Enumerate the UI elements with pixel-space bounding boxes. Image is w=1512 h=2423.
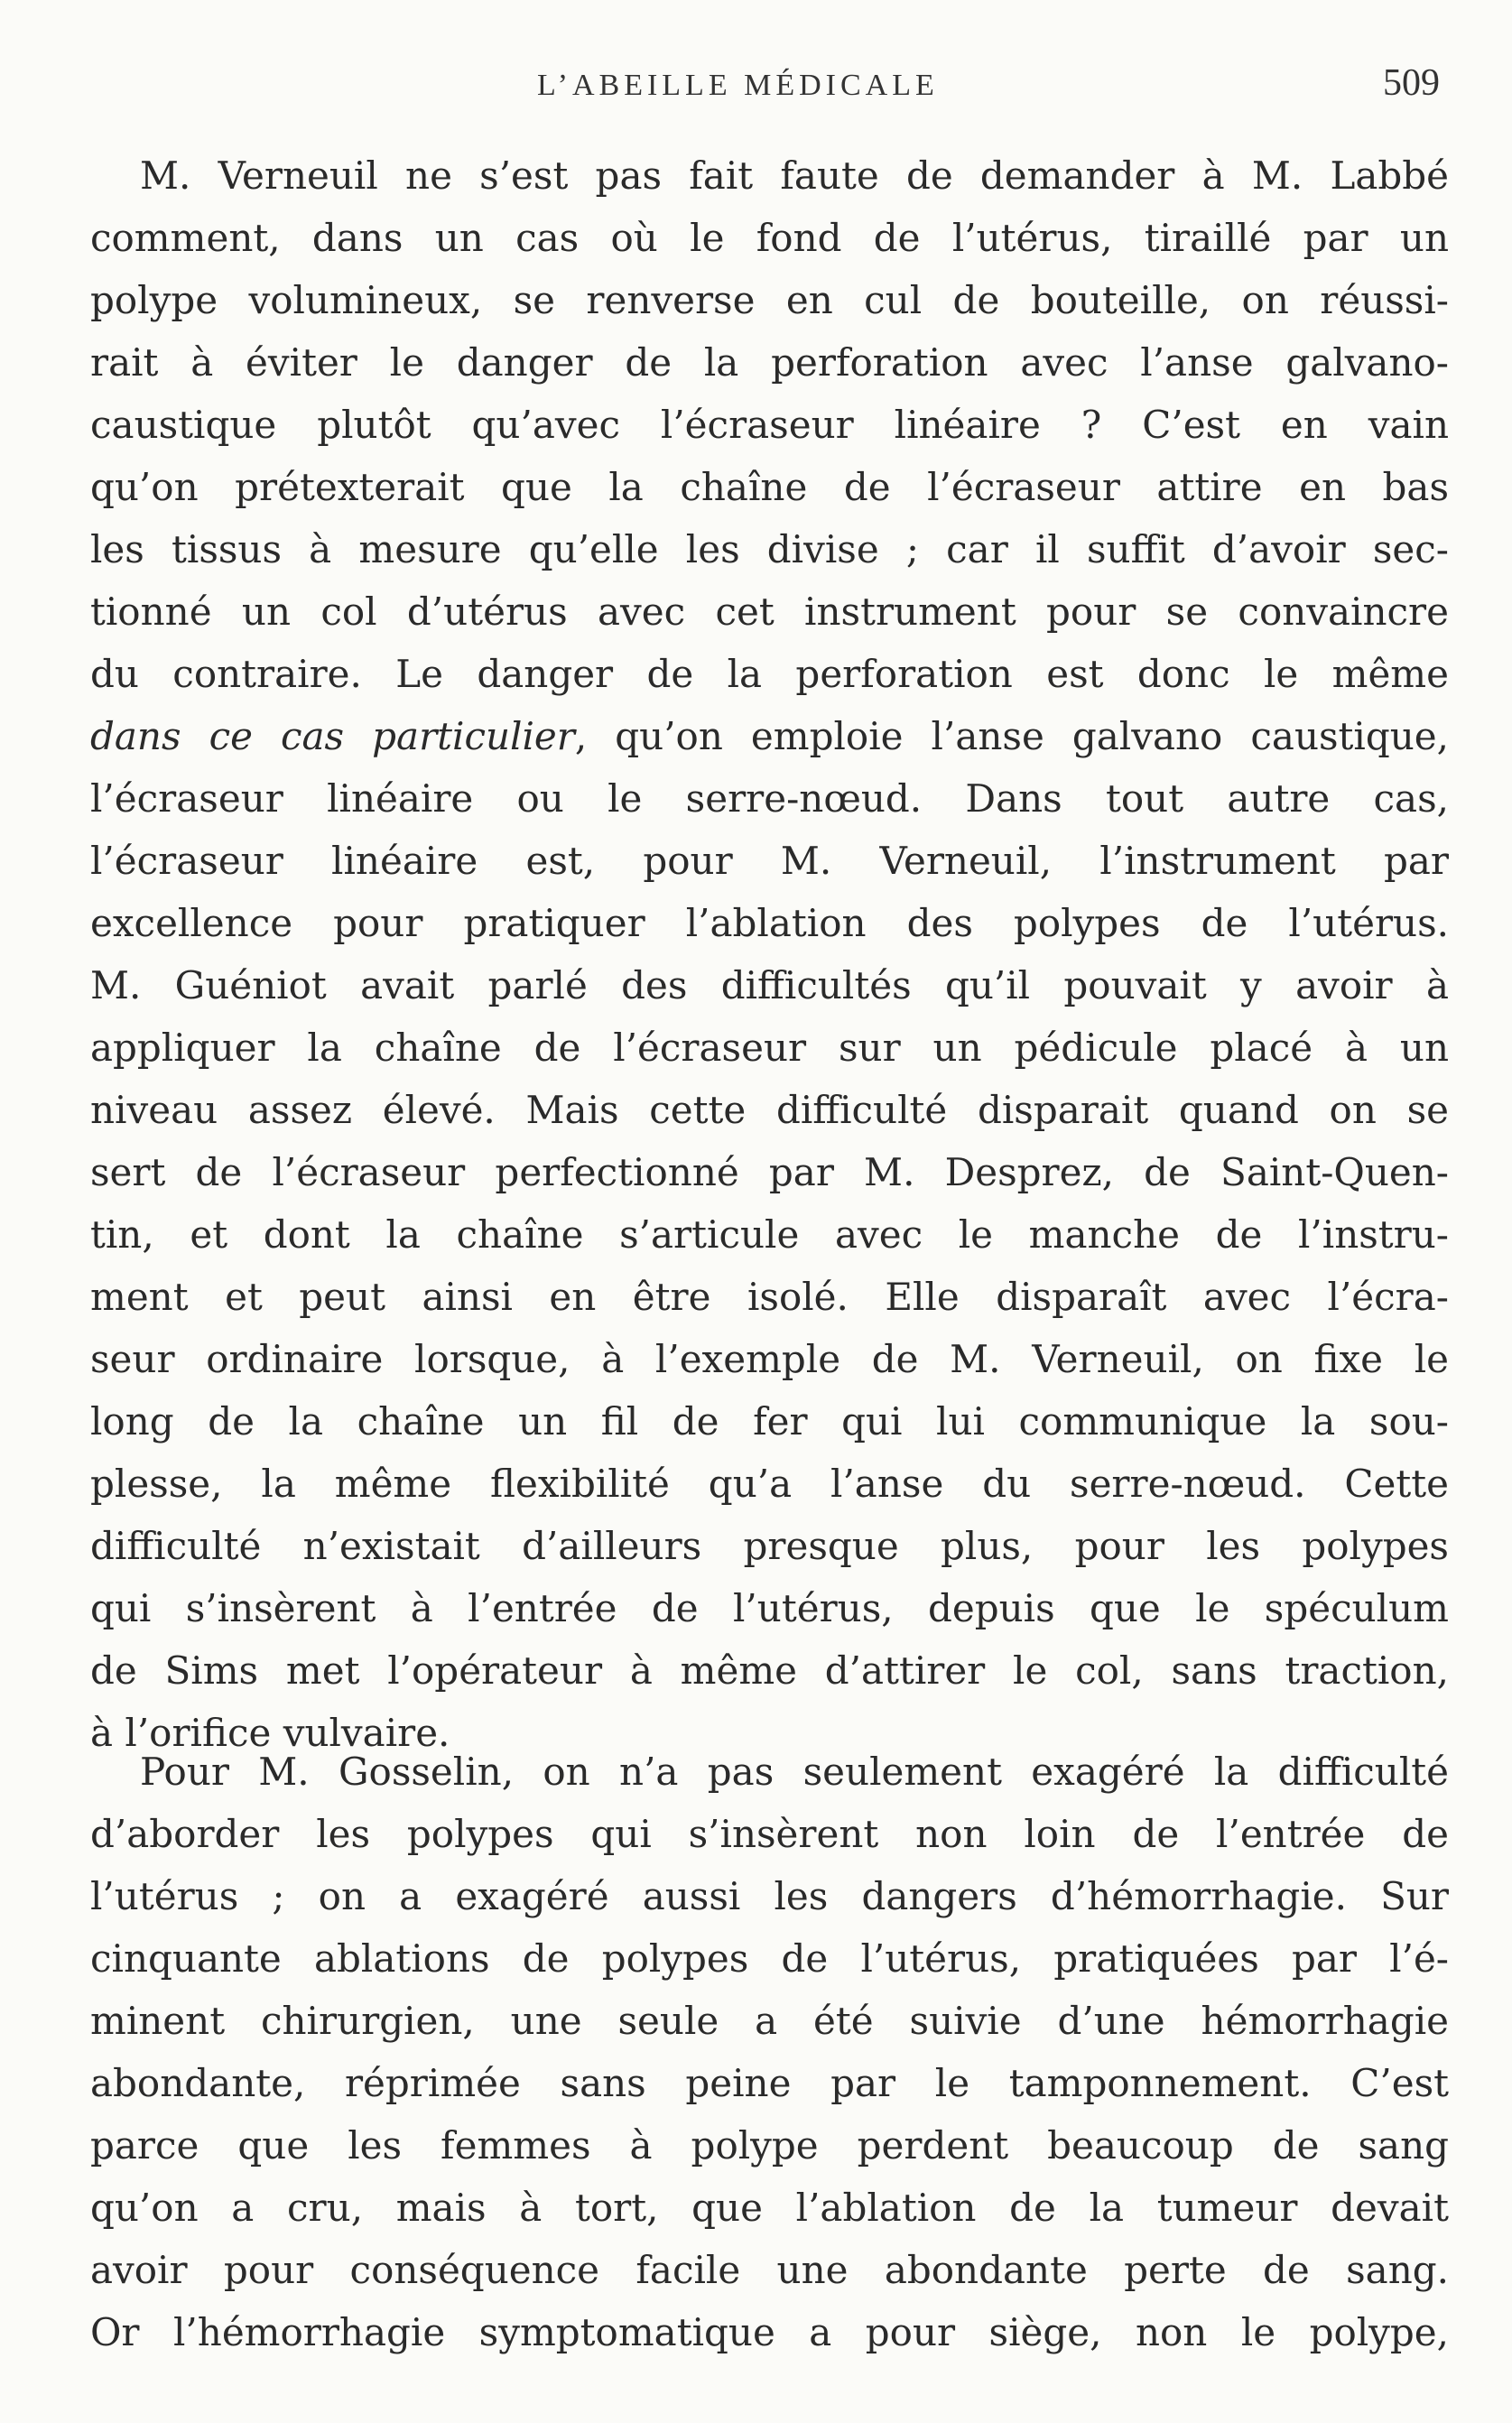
text-line: long de la chaîne un fil de fer qui lui communique la sou- bbox=[90, 1399, 1449, 1444]
text-line: qui s’insèrent à l’entrée de l’utérus, depuis que le spéculum bbox=[90, 1586, 1449, 1630]
page-number: 509 bbox=[1383, 62, 1440, 104]
text-line: tionné un col d’utérus avec cet instrument pour se convaincre bbox=[90, 590, 1449, 634]
text-line: d’aborder les polypes qui s’insèrent non loin de l’entrée de bbox=[90, 1812, 1449, 1856]
text-line: M. Guéniot avait parlé des difficultés qu’il pouvait y avoir à bbox=[90, 963, 1449, 1007]
text-line: niveau assez élevé. Mais cette difficulté disparait quand on se bbox=[90, 1088, 1449, 1132]
text-line: seur ordinaire lorsque, à l’exemple de M. Verneuil, on fixe le bbox=[90, 1337, 1449, 1381]
text-line: abondante, réprimée sans peine par le tamponnement. C’est bbox=[90, 2061, 1449, 2105]
text-line: tin, et dont la chaîne s’articule avec le manche de l’instru- bbox=[90, 1212, 1449, 1257]
paragraph-verneuil bbox=[90, 144, 1449, 1764]
italic-phrase: dans ce cas particulier bbox=[90, 714, 575, 758]
text-line: parce que les femmes à polype perdent beaucoup de sang bbox=[90, 2123, 1449, 2168]
text-line: à l’orifice vulvaire. bbox=[90, 1711, 450, 1755]
text-line: polype volumineux, se renverse en cul de bouteille, on réussi- bbox=[90, 278, 1449, 322]
text-line: appliquer la chaîne de l’écraseur sur un pédicule placé à un bbox=[90, 1026, 1449, 1070]
text-line: l’utérus ; on a exagéré aussi les dangers d’hémorrhagie. Sur bbox=[90, 1874, 1449, 1918]
text-line: avoir pour conséquence facile une abondante perte de sang. bbox=[90, 2248, 1449, 2292]
running-head bbox=[90, 61, 1449, 116]
text-line: rait à éviter le danger de la perforation avec l’anse galvano- bbox=[90, 340, 1449, 385]
text-line: du contraire. Le danger de la perforation est donc le même bbox=[90, 652, 1449, 696]
text-line: l’écraseur linéaire ou le serre-nœud. Dans tout autre cas, bbox=[90, 776, 1449, 821]
text-line: plesse, la même flexibilité qu’a l’anse du serre-nœud. Cette bbox=[90, 1462, 1449, 1506]
running-title: L’ABEILLE MÉDICALE bbox=[537, 69, 939, 102]
text-line: ment et peut ainsi en être isolé. Elle disparaît avec l’écra- bbox=[90, 1275, 1449, 1319]
text-line: les tissus à mesure qu’elle les divise ; car il suffit d’avoir sec- bbox=[90, 527, 1449, 571]
text-line: Or l’hémorrhagie symptomatique a pour siège, non le polype, bbox=[90, 2310, 1449, 2354]
text-line: Pour M. Gosselin, on n’a pas seulement exagéré la difficulté bbox=[140, 1750, 1449, 1794]
text-line: sert de l’écraseur perfectionné par M. Desprez, de Saint-Quen- bbox=[90, 1150, 1449, 1194]
text-line: excellence pour pratiquer l’ablation des polypes de l’utérus. bbox=[90, 901, 1449, 945]
text-line: qu’on prétexterait que la chaîne de l’écraseur attire en bas bbox=[90, 465, 1449, 509]
text-line: caustique plutôt qu’avec l’écraseur linéaire ? C’est en vain bbox=[90, 403, 1449, 447]
text-line: cinquante ablations de polypes de l’utérus, pratiquées par l’é- bbox=[90, 1936, 1449, 1981]
text-line: qu’on a cru, mais à tort, que l’ablation de la tumeur devait bbox=[90, 2186, 1449, 2230]
text-span: , qu’on emploie l’anse galvano caustique, bbox=[574, 714, 1449, 758]
paragraph-gosselin bbox=[90, 1741, 1449, 2363]
text-line: difficulté n’existait d’ailleurs presque plus, pour les polypes bbox=[90, 1524, 1449, 1568]
text-line-with-italic bbox=[90, 705, 1449, 767]
text-line: l’écraseur linéaire est, pour M. Verneuil, l’instrument par bbox=[90, 839, 1449, 883]
text-line: comment, dans un cas où le fond de l’utérus, tiraillé par un bbox=[90, 216, 1449, 260]
text-line: minent chirurgien, une seule a été suivie d’une hémorrhagie bbox=[90, 1999, 1449, 2043]
text-line: M. Verneuil ne s’est pas fait faute de demander à M. Labbé bbox=[140, 153, 1449, 198]
text-line: de Sims met l’opérateur à même d’attirer le col, sans traction, bbox=[90, 1648, 1449, 1693]
